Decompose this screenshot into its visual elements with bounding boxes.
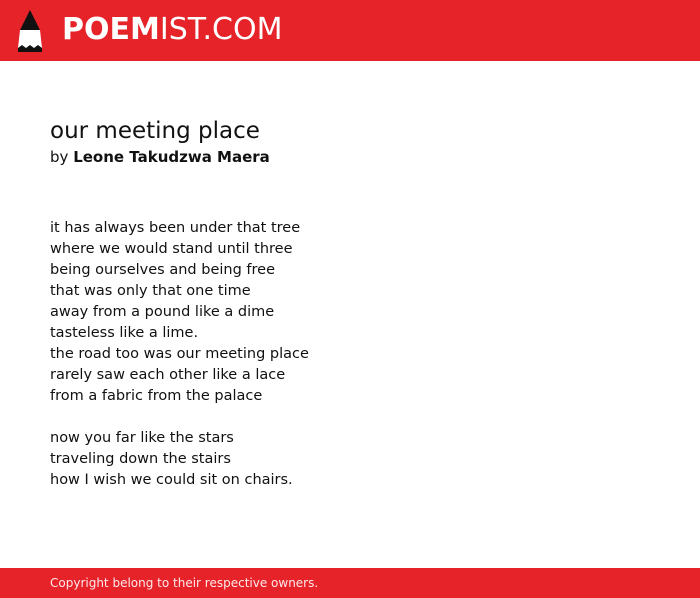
- byline: [50, 146, 650, 168]
- brand-bold-text: POEM: [62, 12, 160, 47]
- poem-line: where we would stand until three: [50, 241, 293, 257]
- poem-line: the road too was our meeting place: [50, 346, 309, 362]
- poem-body: [50, 218, 650, 512]
- pencil-tip-icon[interactable]: [17, 10, 43, 52]
- poem-line: traveling down the stairs: [50, 451, 231, 467]
- site-footer: [0, 568, 700, 598]
- poem-line: tasteless like a lime.: [50, 325, 199, 341]
- brand-light-text: IST.COM: [159, 12, 283, 47]
- poem-line: from a fabric from the palace: [50, 388, 263, 404]
- page-title: our meeting place: [50, 118, 260, 144]
- byline-prefix: by: [50, 148, 69, 166]
- poem-line: that was only that one time: [50, 283, 251, 299]
- poem-line: away from a pound like a dime: [50, 304, 275, 320]
- poem-line: being ourselves and being free: [50, 262, 275, 278]
- poem-line: it has always been under that tree: [50, 220, 301, 236]
- poem-line: rarely saw each other like a lace: [50, 367, 286, 383]
- copyright-text: Copyright belong to their respective owners.: [50, 576, 319, 590]
- poem-line: now you far like the stars: [50, 430, 234, 446]
- stanza: [50, 218, 650, 407]
- site-logo-link[interactable]: [62, 12, 282, 48]
- site-header: [0, 0, 700, 61]
- poem-line: how I wish we could sit on chairs.: [50, 472, 293, 488]
- author-name[interactable]: Leone Takudzwa Maera: [73, 148, 270, 166]
- poem-header: [50, 116, 650, 168]
- stanza: [50, 428, 650, 491]
